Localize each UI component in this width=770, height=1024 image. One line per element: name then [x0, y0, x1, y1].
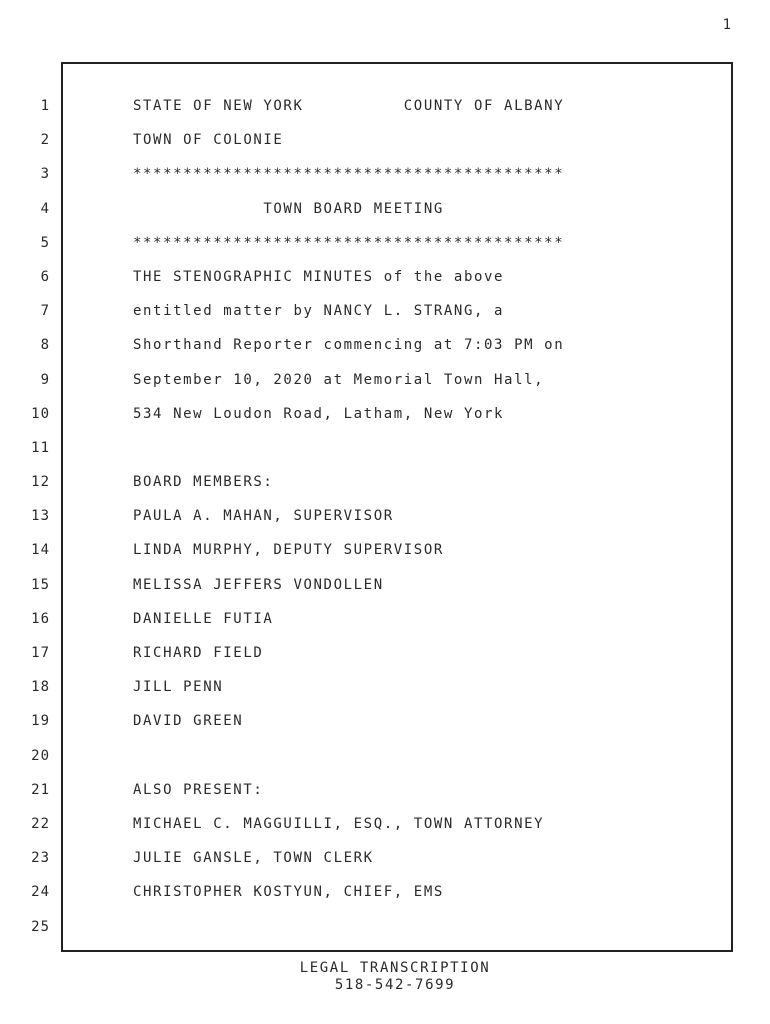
line-number: 14 — [31, 542, 50, 559]
line-number: 2 — [40, 132, 50, 149]
line-number: 9 — [40, 371, 50, 388]
line-number: 25 — [31, 918, 50, 935]
transcript-line: LINDA MURPHY, DEPUTY SUPERVISOR — [133, 542, 444, 559]
line-number: 11 — [31, 439, 50, 456]
transcript-line: TOWN OF COLONIE — [133, 132, 284, 149]
footer — [0, 960, 770, 994]
line-number: 22 — [31, 815, 50, 832]
line-number: 16 — [31, 610, 50, 627]
transcript-line: MICHAEL C. MAGGUILLI, ESQ., TOWN ATTORNEY — [133, 815, 545, 832]
transcript-line: ALSO PRESENT: — [133, 781, 264, 798]
transcript-line: ******************************************* — [133, 234, 565, 251]
line-number: 24 — [31, 884, 50, 901]
line-number: 7 — [40, 303, 50, 320]
transcript-line: DAVID GREEN — [133, 713, 244, 730]
line-number-column — [0, 89, 50, 944]
transcript-line: BOARD MEMBERS: — [133, 474, 274, 491]
transcript-line: ******************************************* — [133, 166, 565, 183]
transcript-line: PAULA A. MAHAN, SUPERVISOR — [133, 508, 394, 525]
transcript-line: September 10, 2020 at Memorial Town Hall, — [133, 371, 545, 388]
line-number: 8 — [40, 337, 50, 354]
transcript-line — [133, 739, 673, 773]
transcript-line: TOWN BOARD MEETING — [133, 200, 444, 217]
transcript-line: STATE OF NEW YORK COUNTY OF ALBANY — [133, 98, 565, 114]
line-number: 19 — [31, 713, 50, 730]
transcript-line: 534 New Loudon Road, Latham, New York — [133, 405, 505, 422]
line-number: 15 — [31, 576, 50, 593]
transcript-line: Shorthand Reporter commencing at 7:03 PM on — [133, 337, 565, 354]
line-number: 1 — [40, 98, 50, 114]
line-number: 12 — [31, 474, 50, 491]
line-number: 5 — [40, 234, 50, 251]
line-number: 4 — [40, 200, 50, 217]
transcript-line: RICHARD FIELD — [133, 645, 264, 661]
transcript-line: DANIELLE FUTIA — [133, 610, 274, 627]
line-number: 6 — [40, 268, 50, 285]
line-number: 23 — [31, 850, 50, 867]
line-number: 3 — [40, 166, 50, 183]
line-number: 10 — [31, 405, 50, 422]
footer-company: LEGAL TRANSCRIPTION — [299, 960, 491, 976]
transcript-line: CHRISTOPHER KOSTYUN, CHIEF, EMS — [133, 884, 444, 901]
transcript-line: THE STENOGRAPHIC MINUTES of the above — [133, 268, 505, 285]
transcript-line: entitled matter by NANCY L. STRANG, a — [133, 303, 505, 320]
transcript-line: JILL PENN — [133, 679, 224, 696]
line-number: 21 — [31, 781, 50, 798]
transcript-line — [133, 910, 673, 944]
line-number: 17 — [31, 645, 50, 661]
page-number: 1 — [722, 17, 732, 33]
transcript-line — [133, 431, 673, 465]
footer-phone: 518-542-7699 — [334, 977, 456, 993]
line-number: 13 — [31, 508, 50, 525]
line-number: 18 — [31, 679, 50, 696]
transcript-text-column — [133, 89, 673, 944]
transcript-line: MELISSA JEFFERS VONDOLLEN — [133, 576, 384, 593]
line-number: 20 — [31, 747, 50, 764]
transcript-line: JULIE GANSLE, TOWN CLERK — [133, 850, 374, 867]
